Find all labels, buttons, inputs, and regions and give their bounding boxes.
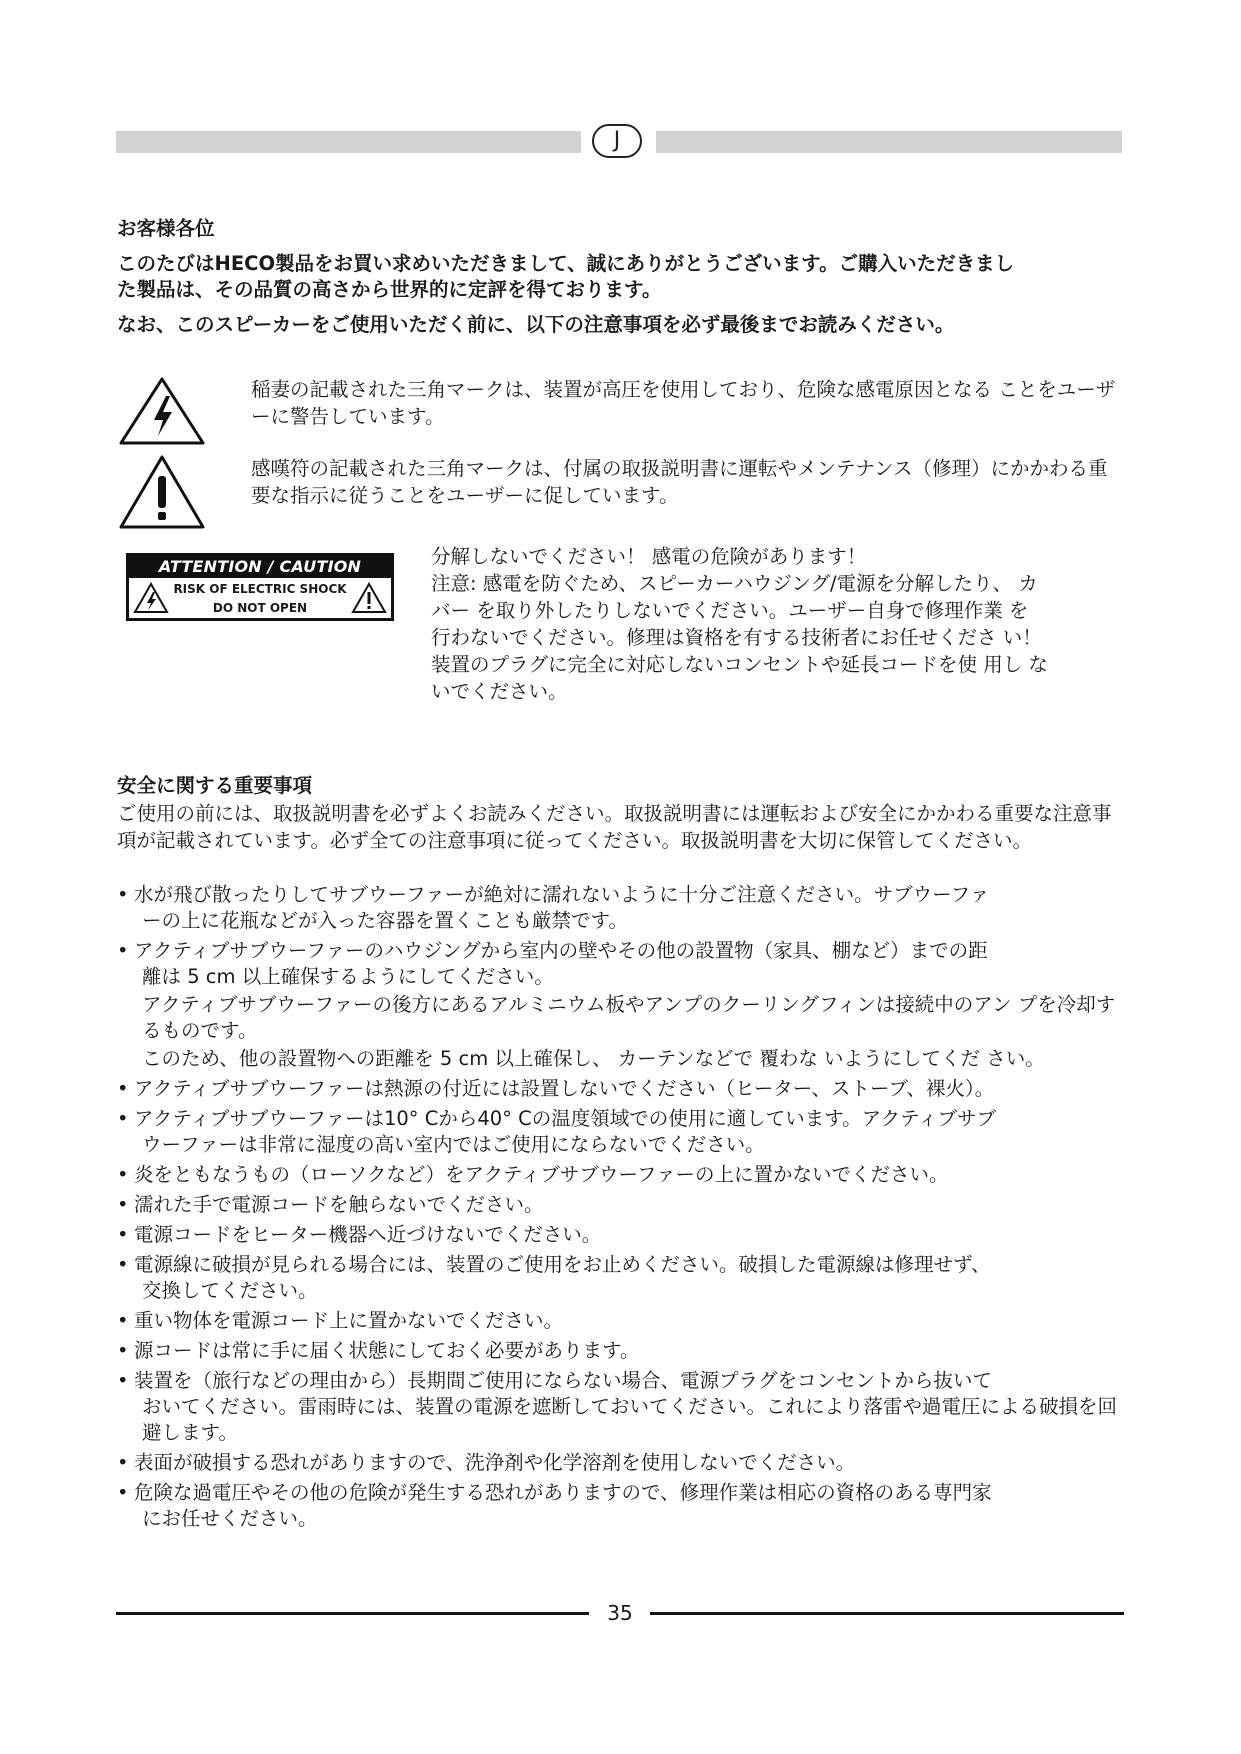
greeting-title: お客様各位 <box>117 217 215 240</box>
header-bar-right <box>656 131 1122 153</box>
list-item <box>117 1450 1127 1476</box>
list-item <box>117 1106 1127 1158</box>
footer-rule-right <box>650 1612 1124 1615</box>
greeting-line-2: た製品は、その品質の高さから世界的に定評を得ております。 <box>117 278 662 301</box>
header-bar-left <box>116 131 581 153</box>
list-item <box>117 1338 1127 1364</box>
caution-text-line: 分解しないでください！ 感電の危険があります！ <box>431 545 867 568</box>
safety-list <box>117 882 1127 1536</box>
list-item <box>117 1222 1127 1248</box>
caution-label-header: ATTENTION / CAUTION <box>129 556 391 578</box>
list-item-text-cont: 離は 5 cm 以上確保するようにしてください。 <box>142 965 554 988</box>
list-item-text: • 源コードは常に手に届く状態にしておく必要があります。 <box>134 1339 640 1362</box>
page-number: 35 <box>607 1601 633 1625</box>
caution-exclamation-icon <box>351 582 387 614</box>
lightning-warning-text: 稲妻の記載された三角マークは、装置が高圧を使用しており、危険な感電原因となる ことをユーザーに警告しています。 <box>251 378 1116 428</box>
list-item-text: • 装置を（旅行などの理由から）長期間ご使用にならない場合、電源プラグをコンセントから抜いて <box>134 1369 993 1392</box>
list-item-text: • 水が飛び散ったりしてサブウーファーが絶対に濡れないように十分ご注意ください。サブウーファ <box>134 883 990 906</box>
list-item-text: • 電源コードをヒーター機器へ近づけないでください。 <box>134 1223 602 1246</box>
list-item-text-cont: にお任せください。 <box>142 1507 318 1530</box>
list-item <box>117 1368 1127 1446</box>
list-item <box>117 1252 1127 1304</box>
greeting-line-1: このたびはHECO製品をお買い求めいただきまして、誠にありがとうございます。ご購入いただきまし <box>117 252 1015 275</box>
caution-label-line-1: RISK OF ELECTRIC SHOCK <box>173 582 347 596</box>
list-item-text-cont: ーの上に花瓶などが入った容器を置くことも厳禁です。 <box>142 909 628 932</box>
footer-rule-left <box>116 1612 589 1615</box>
safety-section-title: 安全に関する重要事項 <box>117 774 313 797</box>
list-item-text: • 濡れた手で電源コードを触らないでください。 <box>134 1193 544 1216</box>
list-item <box>117 1192 1127 1218</box>
list-item-text: • 表面が破損する恐れがありますので、洗浄剤や化学溶剤を使用しないでください。 <box>134 1451 856 1474</box>
list-item-text: • 電源線に破損が見られる場合には、装置のご使用をお止めください。破損した電源線は修理せず、 <box>134 1253 991 1276</box>
list-item-text: • アクティブサブウーファーは10° Cから40° Cの温度領域での使用に適しています。アクティブサブ <box>134 1107 997 1130</box>
caution-text-line: 行わないでください。修理は資格を有する技術者にお任せくださ い！ <box>431 626 1042 649</box>
list-item-paragraph: このため、他の設置物への距離を 5 cm 以上確保し、 カーテンなどで 覆わな いようにしてくだ さい。 <box>142 1047 1045 1070</box>
language-badge: J <box>592 124 642 158</box>
list-item-text: • 炎をともなうもの（ローソクなど）をアクティブサブウーファーの上に置かないでください。 <box>134 1163 949 1186</box>
caution-label-line-2: DO NOT OPEN <box>212 601 308 615</box>
list-item-text-cont: 交換してください。 <box>142 1279 318 1302</box>
list-item <box>117 1308 1127 1334</box>
lightning-warning-icon <box>118 376 206 446</box>
list-item <box>117 882 1127 934</box>
caution-label <box>126 553 394 621</box>
list-item <box>117 1480 1127 1532</box>
list-item-text: • アクティブサブウーファーは熱源の付近には設置しないでください（ヒーター、ストーブ、裸火）。 <box>134 1077 995 1100</box>
list-item-text-cont: ウーファーは非常に湿度の高い室内ではご使用にならないでください。 <box>142 1133 765 1156</box>
caution-text-line: バー を取り外したりしないでください。ユーザー自身で修理作業 を <box>431 599 1029 622</box>
list-item <box>117 1076 1127 1102</box>
greeting-line-3: なお、このスピーカーをご使用いただく前に、以下の注意事項を必ず最後までお読みください。 <box>117 313 955 336</box>
list-item-text: • 重い物体を電源コード上に置かないでください。 <box>134 1309 564 1332</box>
exclamation-warning-icon <box>118 454 206 530</box>
list-item-text-cont: おいてください。雷雨時には、装置の電源を遮断しておいてください。これにより落雷や過電圧による破損を回避します。 <box>142 1395 1118 1444</box>
caution-text <box>431 543 1131 705</box>
exclamation-warning-text: 感嘆符の記載された三角マークは、付属の取扱説明書に運転やメンテナンス（修理）にかかわる重要な指示に従うことをユーザーに促しています。 <box>251 457 1108 507</box>
list-item-text: • 危険な過電圧やその他の危険が発生する恐れがありますので、修理作業は相応の資格のある専門家 <box>134 1481 992 1504</box>
list-item-text: • アクティブサブウーファーのハウジングから室内の壁やその他の設置物（家具、棚など）までの距 <box>134 939 988 962</box>
list-item <box>117 938 1127 1072</box>
caution-text-line: 装置のプラグに完全に対応しないコンセントや延長コードを使 用し な <box>431 653 1048 676</box>
caution-text-line: いでください。 <box>431 680 568 703</box>
caution-text-line: 注意: 感電を防ぐため、スピーカーハウジング/電源を分解したり、 カ <box>431 572 1038 595</box>
safety-intro: ご使用の前には、取扱説明書を必ずよくお読みください。取扱説明書には運転および安全にかかわる重要な注意事項が記載されています。必ず全ての注意事項に従ってください。取扱説明書を大切に保管してください。 <box>117 802 1112 852</box>
list-item <box>117 1162 1127 1188</box>
list-item-paragraph: アクティブサブウーファーの後方にあるアルミニウム板やアンプのクーリングフィンは接続中のアン プを冷却するものです。 <box>142 993 1116 1042</box>
